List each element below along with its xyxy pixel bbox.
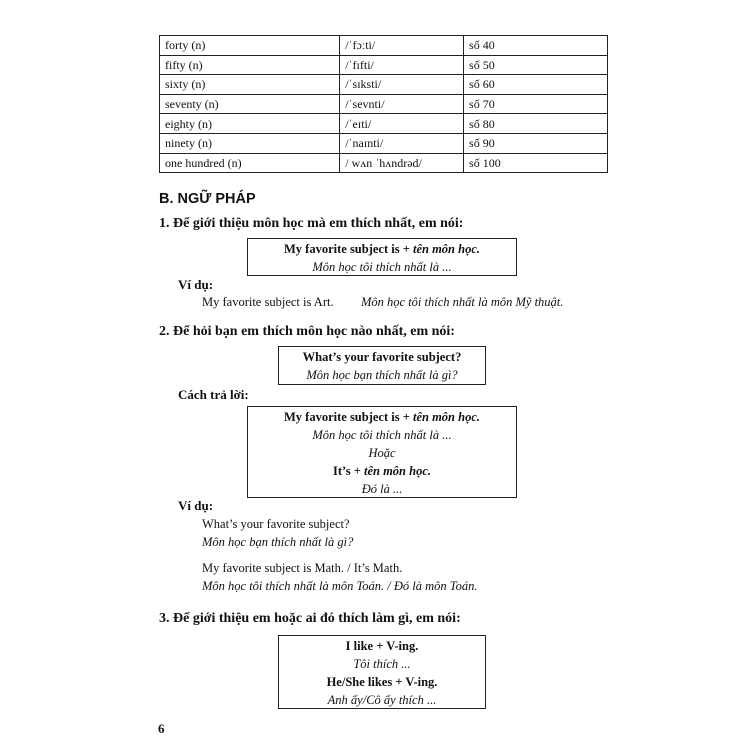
vocab-word: fifty (n) [160,55,340,75]
table-row [160,153,608,173]
point3-box-line3: He/She likes + V-ing. [326,675,438,689]
point1-box-line2: Môn học tôi thích nhất là ... [312,260,452,274]
vocab-meaning: số 80 [464,114,608,134]
point2-example-a-vi: Môn học tôi thích nhất là môn Toán. / Đó là môn Toán. [202,579,478,593]
section-title: B. NGỮ PHÁP [159,191,256,207]
point1-box-line1a: My favorite subject is + [284,242,413,256]
vocab-meaning: số 50 [464,55,608,75]
vocab-ipa: /ˈeɪti/ [340,114,464,134]
vocab-ipa: /ˈfɔːti/ [340,36,464,56]
vocab-meaning: số 70 [464,94,608,114]
table-row [160,94,608,114]
point2-ans-line4b: tên môn học. [363,464,431,478]
table-row [160,36,608,56]
point2-example-q-en: What’s your favorite subject? [202,517,350,531]
vocab-meaning: số 40 [464,36,608,56]
table-row [160,133,608,153]
vocab-meaning: số 90 [464,133,608,153]
point2-example-q-vi: Môn học bạn thích nhất là gì? [202,535,354,549]
vocab-word: one hundred (n) [160,153,340,173]
point1-heading: 1. Để giới thiệu môn học mà em thích nhất, em nói: [159,216,464,231]
point3-box-line2: Tôi thích ... [353,657,411,671]
point2-question-box [278,346,486,385]
point2-box-line1: What’s your favorite subject? [302,350,462,364]
table-row [160,114,608,134]
point2-ans-line1b: tên môn học. [412,410,480,424]
point2-ans-line4a: It’s + [333,464,364,478]
page-number: 6 [158,721,165,736]
vocabulary-table [159,35,608,173]
table-row [160,55,608,75]
point1-structure-box [247,238,517,276]
point2-box-line2: Môn học bạn thích nhất là gì? [306,368,458,382]
point3-heading: 3. Để giới thiệu em hoặc ai đó thích làm gì, em nói: [159,611,461,626]
point2-ans-line3: Hoặc [368,446,396,460]
point2-ans-line1a: My favorite subject is + [284,410,413,424]
vocab-ipa: /ˈsevnti/ [340,94,464,114]
point2-heading: 2. Để hỏi bạn em thích môn học nào nhất, em nói: [159,324,455,339]
point1-example-vi: Môn học tôi thích nhất là môn Mỹ thuật. [361,295,564,309]
vocab-meaning: số 60 [464,75,608,95]
vocab-word: sixty (n) [160,75,340,95]
point2-ans-line5: Đó là ... [361,482,403,496]
point2-answer-label: Cách trả lời: [178,387,249,402]
vocab-ipa: / wʌn ˈhʌndrəd/ [340,153,464,173]
vocab-ipa: /ˈfɪfti/ [340,55,464,75]
vocab-word: ninety (n) [160,133,340,153]
point3-box-line4: Anh ấy/Cô ấy thích ... [327,693,437,707]
vocab-word: eighty (n) [160,114,340,134]
table-row [160,75,608,95]
vocab-word: forty (n) [160,36,340,56]
vocab-word: seventy (n) [160,94,340,114]
point2-example-label: Ví dụ: [178,498,214,513]
vocab-ipa: /ˈsɪksti/ [340,75,464,95]
point2-example-a-en: My favorite subject is Math. / It’s Math. [202,561,403,575]
point1-example-label: Ví dụ: [178,277,214,292]
vocab-meaning: số 100 [464,153,608,173]
point3-box-line1: I like + V-ing. [345,639,419,653]
point2-answer-box [247,406,517,498]
vocab-ipa: /ˈnaɪnti/ [340,133,464,153]
point1-example-en: My favorite subject is Art. [202,295,334,309]
point3-structure-box [278,635,486,709]
point1-box-line1b: tên môn học. [412,242,480,256]
point2-ans-line2: Môn học tôi thích nhất là ... [312,428,452,442]
